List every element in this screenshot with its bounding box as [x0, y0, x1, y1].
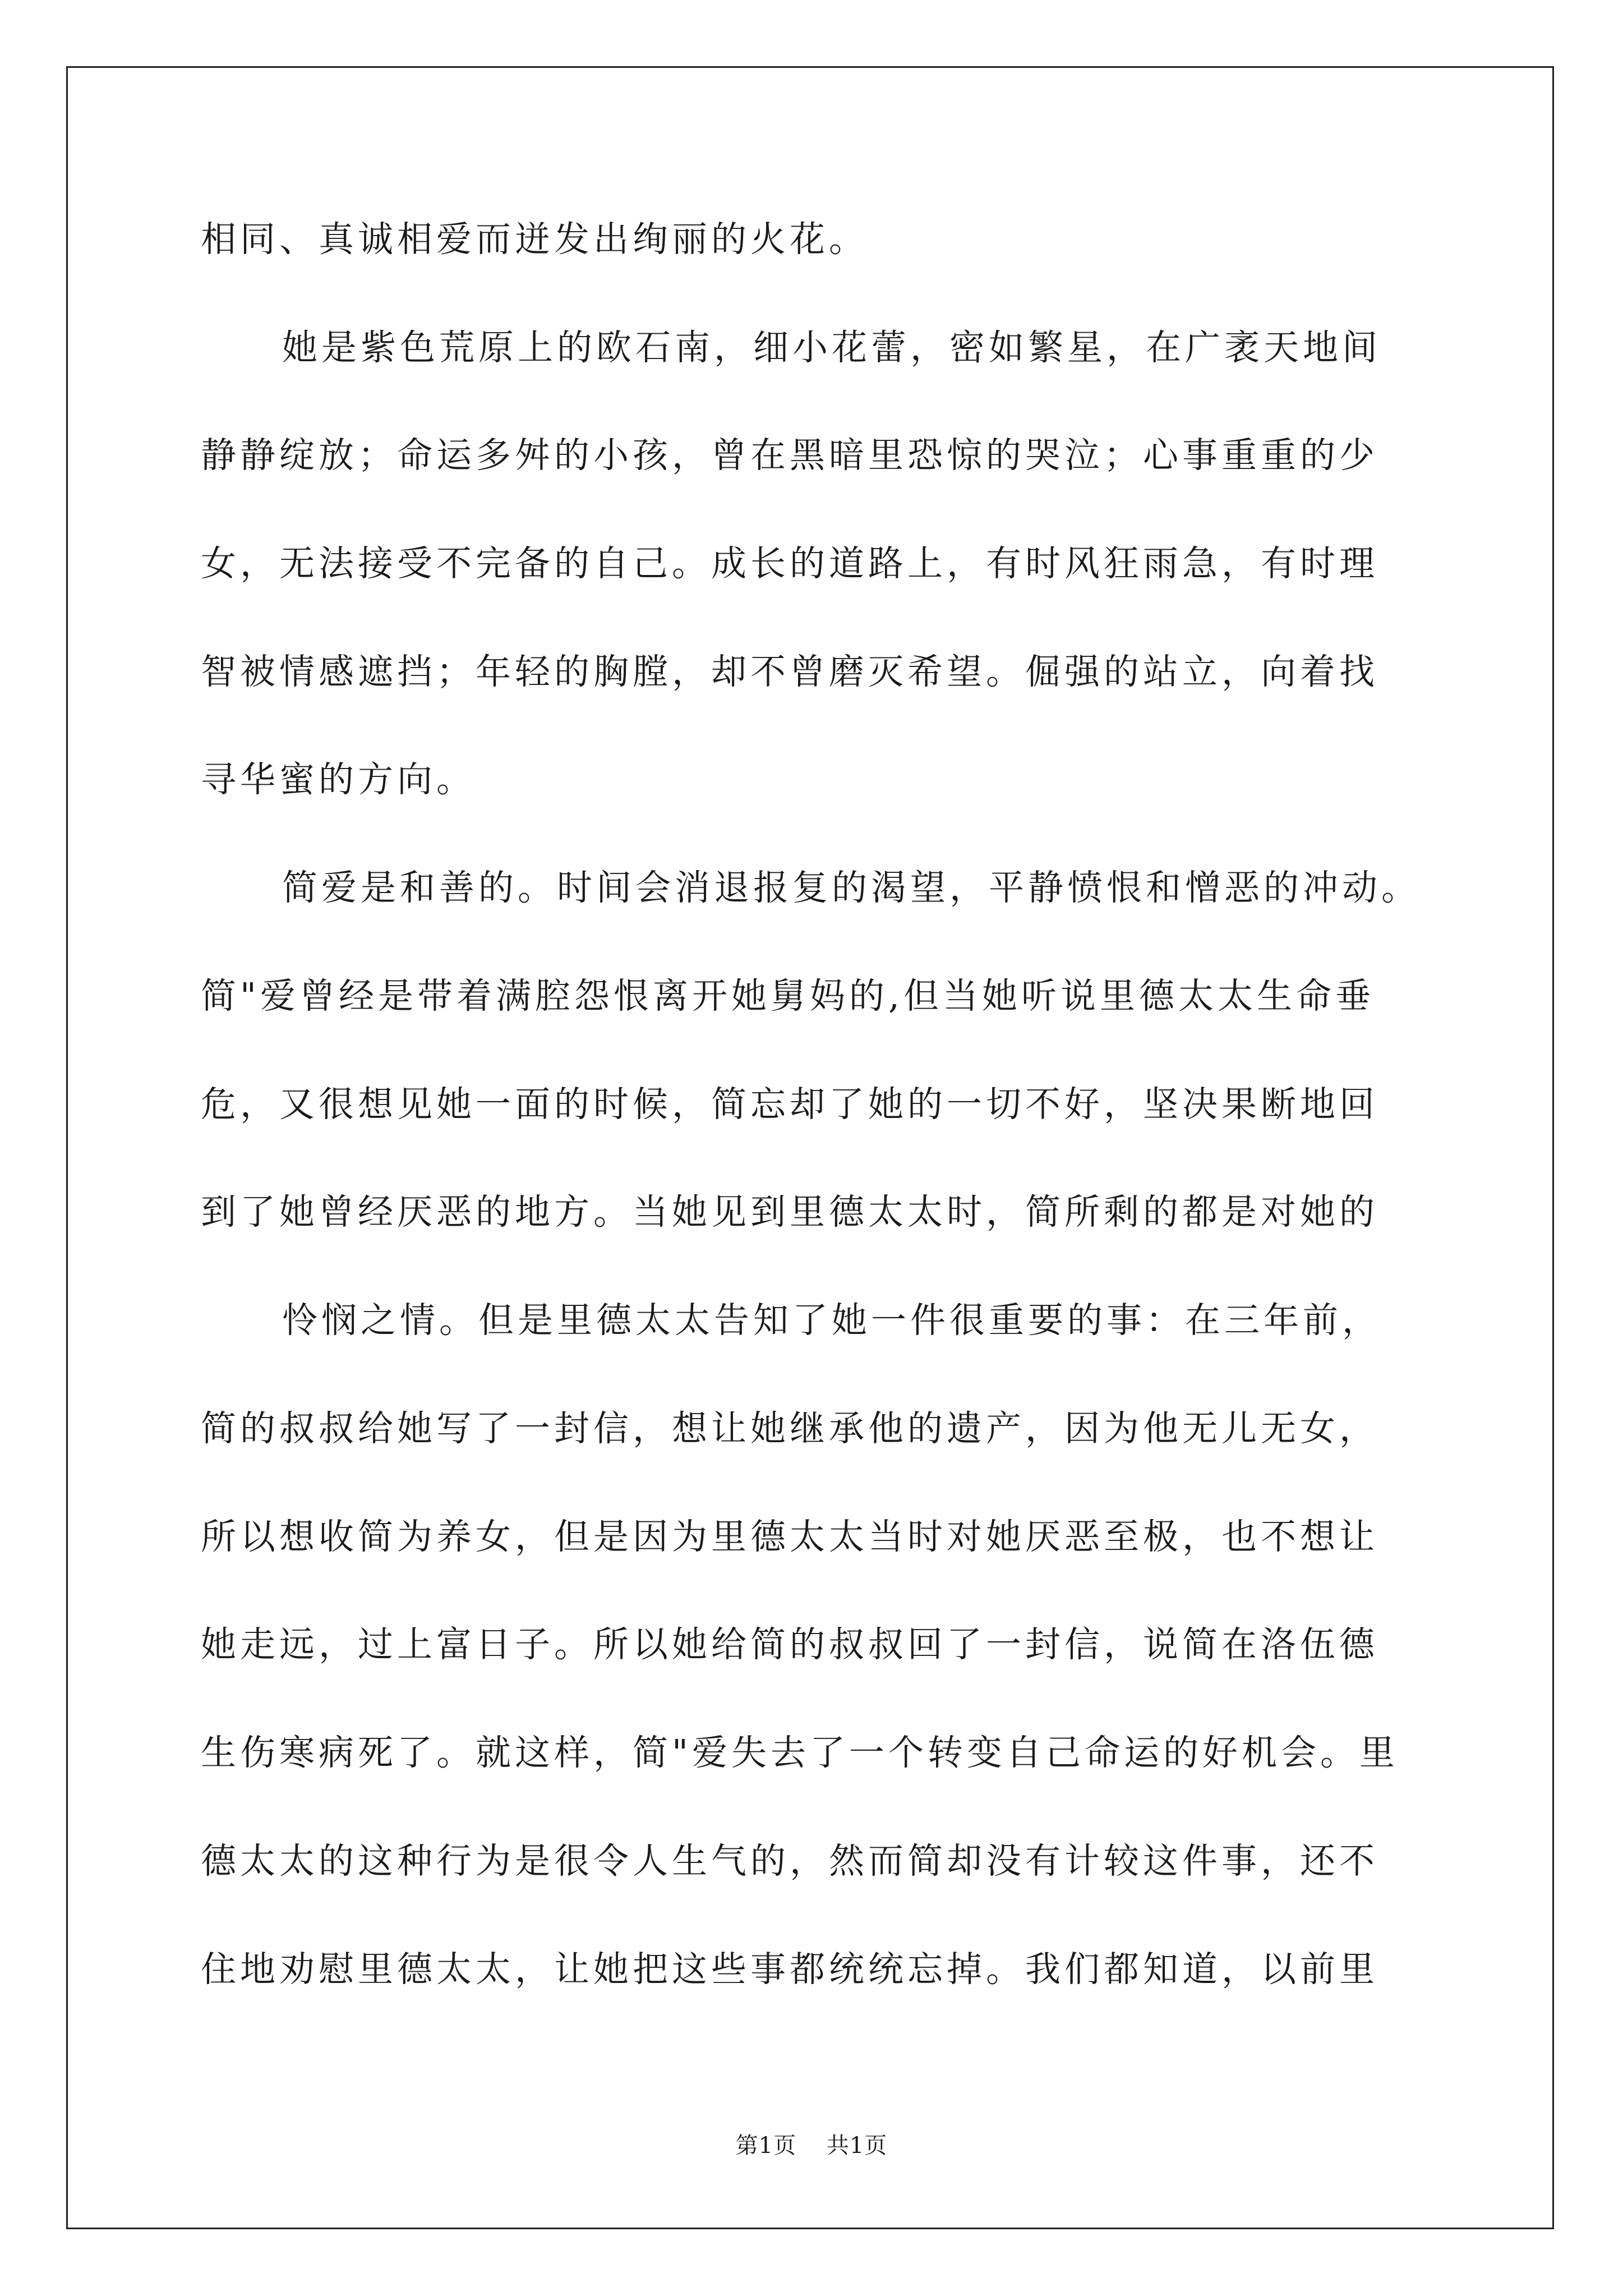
text-line: 所以想收简为养女，但是因为里德太太当时对她厌恶至极，也不想让 [201, 1516, 1378, 1557]
text-line: 简"爱曾经是带着满腔怨恨离开她舅妈的,但当她听说里德太太生命垂 [201, 976, 1375, 1016]
current-page-label: 第1页 [735, 2133, 797, 2159]
text-line: 危，又很想见她一面的时候，简忘却了她的一切不好，坚决果断地回 [201, 1084, 1378, 1125]
text-line: 女，无法接受不完备的自己。成长的道路上，有时风狂雨急，有时理 [201, 543, 1378, 584]
page-border [66, 66, 1554, 2229]
text-line: 怜悯之情。但是里德太太告知了她一件很重要的事：在三年前， [282, 1300, 1381, 1341]
text-line: 简爱是和善的。时间会消退报复的渴望，平静愤恨和憎恶的冲动。 [282, 867, 1421, 908]
text-line: 静静绽放；命运多舛的小孩，曾在黑暗里恐惊的哭泣；心事重重的少 [201, 435, 1378, 476]
text-line: 她走远，过上富日子。所以她给简的叔叔回了一封信，说简在洛伍德 [201, 1624, 1378, 1665]
text-line: 相同、真诚相爱而迸发出绚丽的火花。 [201, 219, 868, 260]
text-line: 她是紫色荒原上的欧石南，细小花蕾，密如繁星，在广袤天地间 [282, 327, 1381, 368]
text-line: 生伤寒病死了。就这样，简"爱失去了一个转变自己命运的好机会。里 [201, 1732, 1399, 1773]
text-line: 智被情感遮挡；年轻的胸膛，却不曾磨灭希望。倔强的站立，向着找 [201, 651, 1378, 692]
text-line: 到了她曾经厌恶的地方。当她见到里德太太时，简所剩的都是对她的 [201, 1191, 1378, 1232]
text-line: 德太太的这种行为是很令人生气的，然而简却没有计较这件事，还不 [201, 1841, 1378, 1881]
total-pages-label: 共1页 [826, 2133, 888, 2159]
text-line: 简的叔叔给她写了一封信，想让她继承他的遗产，因为他无儿无女， [201, 1408, 1378, 1449]
text-line: 住地劝慰里德太太，让她把这些事都统统忘掉。我们都知道，以前里 [201, 1949, 1378, 1990]
page-footer [0, 2132, 1623, 2160]
text-line: 寻华蜜的方向。 [201, 759, 476, 800]
